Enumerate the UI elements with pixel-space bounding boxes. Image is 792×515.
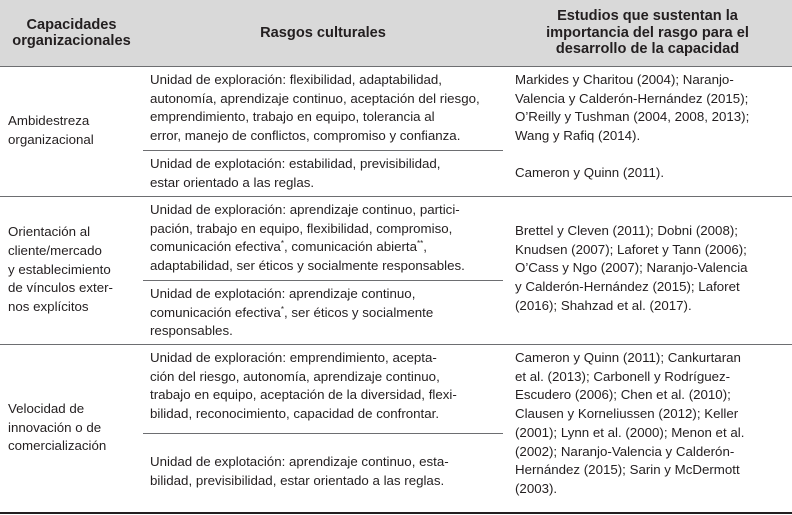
studies-exploitation: Cameron y Quinn (2011). (515, 165, 665, 180)
traits-exploitation: Unidad de explotación: aprendizaje continuo, esta- bilidad, previsibilidad, estar orientado a las reglas. (150, 454, 449, 488)
header-supporting-studies: Estudios que sustentan la importancia del rasgo para el desarrollo de la capacidad (503, 0, 792, 66)
header-cultural-traits: Rasgos culturales (143, 0, 503, 66)
capacity-customer-orientation: Orientación al cliente/mercado y establecimiento de vínculos exter- nos explícitos (8, 224, 113, 315)
traits-exploitation: Unidad de explotación: aprendizaje continuo, comunicación efectiva*, ser éticos y socialmente responsables. (150, 286, 434, 339)
traits-exploration: Unidad de exploración: emprendimiento, acepta- ción del riesgo, autonomía, aprendizaje continuo, trabajo en equipo, aceptación de la diversidad, flexi- bilidad, reconocimiento, capacidad de confrontar. (150, 350, 457, 422)
header-capacities: Capacidades organizacionales (0, 0, 143, 66)
studies: Brettel y Cleven (2011); Dobni (2008); Knudsen (2007); Laforet y Tann (2006); O’Cass y Ngo (2007); Naranjo-Valencia y Calderón-Hernández (2015); Laforet (2016); Shahzad et al. (2017). (515, 223, 748, 313)
sub-row-divider (143, 150, 503, 151)
traits-exploration: Unidad de exploración: aprendizaje continuo, partici- pación, trabajo en equipo, flexibilidad, compromiso, comunicación efectiva*, comunicación abierta**, adaptabilidad, ser éticos y socialmente responsables. (150, 202, 465, 274)
capacity-innovation-speed: Velocidad de innovación o de comercialización (8, 400, 107, 454)
traits-exploration: Unidad de exploración: flexibilidad, adaptabilidad, autonomía, aprendizaje continuo, aceptación del riesgo, emprendimiento, trabajo en equipo, tolerancia al error, manejo de conflictos, compromiso y confianza. (150, 72, 480, 144)
studies: Cameron y Quinn (2011); Cankurtaran et al. (2013); Carbonell y Rodríguez- Escudero (2006); Chen et al. (2010); Clausen y Korneliussen (2012); Keller (2001); Lynn et al. (2000); Menon et al. (2002); Naranjo-Valencia y Calderón- Hernández (2015); Sarin y McDermott (2003). (515, 350, 745, 496)
capacity-ambidexterity: Ambidestreza organizacional (8, 113, 94, 147)
sub-row-divider (143, 280, 503, 281)
studies-exploration: Markides y Charitou (2004); Naranjo- Valencia y Calderón-Hernández (2015); O’Reilly y Tushman (2004, 2008, 2013); Wang y Rafiq (2014). (515, 72, 750, 144)
table-bottom-rule (0, 512, 792, 514)
traits-exploitation: Unidad de explotación: estabilidad, previsibilidad, estar orientado a las reglas. (150, 156, 441, 190)
sub-row-divider (143, 433, 503, 434)
